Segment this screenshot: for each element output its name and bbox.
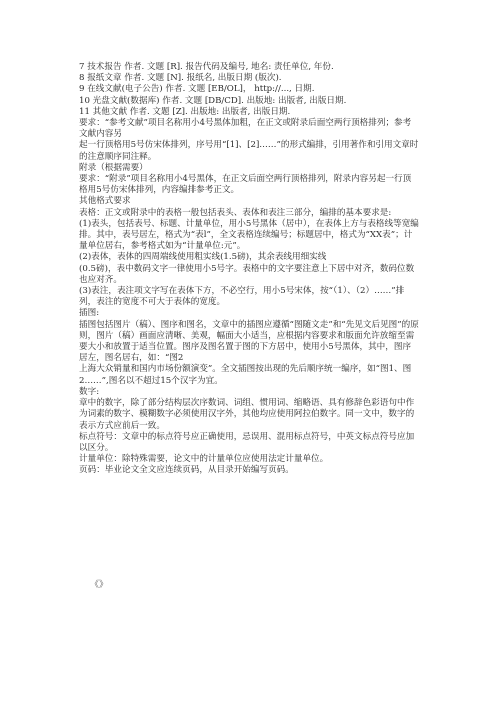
numbers-rule-text: 章中的数字，除了部分结构层次序数词、词组、惯用词、缩略语、具有修辞色彩语句中作为词素的数字、模糊数字必须使用汉字外，其他均应使用阿拉伯数字。同一文中，数字的表示方式应前后一致。 [79, 398, 415, 431]
references-requirement-text: 要求：“参考文献”项目名称用小4号黑体加粗，在正文或附录后面空两行顶格排列；参考文献内容另 [79, 118, 412, 140]
other-format-heading: 其他格式要求 [79, 196, 131, 207]
appendix-requirement-text: 要求：“附录”项目名称用小4号黑体，在正文后面空两行顶格排列，附录内容另起一行顶格用5号仿宋体排列，内容编排参考正文。 [79, 174, 412, 196]
reference-type-cd-database: 10 光盘文献(数据库) 作者. 文题 [DB/CD]. 出版地: 出版者, 出版日期. [79, 95, 347, 106]
table-header-rule: (1)表头，包括表号、标题、计量单位，用小5号黑体（居中），在表体上方与表格线等宽编排。其中，表号居左，格式为“表l”，全文表格连续编号；标题居中，格式为“XX表”；计量单位居右，参考格式如为“计量单位:元”。 [79, 218, 419, 252]
units-rule-text: 计量单位：除特殊需要，论文中的计量单位应使用法定计量单位。 [79, 454, 329, 465]
numbers-heading: 数字: [79, 386, 100, 397]
reference-type-technical-report: 7 技术报告 作者. 文题 [R]. 报告代码及编号, 地名: 责任单位, 年份. [79, 62, 334, 72]
table-body-rule: (2)表体，表体的四周端线使用粗实线(1.5磅)，其余表线用细实线 [79, 252, 327, 263]
references-requirement-text-continued: 起一行顶格用5号仿宋体排列，序号用“[1]、[2]……”的形式编排，引用著作和引用文章时的注意顺序同注释。 [79, 140, 419, 162]
reference-type-other: 11 其他文献 作者. 文题 [Z]. 出版地: 出版者, 出版日期. [79, 106, 291, 117]
footer-brackets: 《》 [90, 580, 109, 590]
punctuation-rule-text: 标点符号：文章中的标点符号应正确使用，忌误用、混用标点符号，中英文标点符号应加以区分。 [79, 431, 415, 453]
figure-rule-text: 插图包括图片（稿）、图序和图名，文章中的插图应遵循“图随文走”和“先见文后见图”的原则，图片（稿）画面应清晰、美观，幅面大小适当，应根据内容要求和版面允许放缩至需要大小和放置于适当位置。图序及图名置于图的下方居中，使用小5号黑体，其中，图序居左，图名居右，如：“图2 [79, 319, 419, 364]
page-number-rule-text: 页码：毕业论文全文应连续页码，从目录开始编写页码。 [79, 465, 294, 476]
appendix-heading: 附录（根据需要） [79, 162, 148, 173]
figure-rule-text-continued: 上海大众销量和国内市场份额演变”。全文插图按出现的先后顺序统一编序，如“图1、图2……”,图名以不超过15个汉字为宜。 [79, 364, 412, 386]
reference-type-online: 9 在线文献(电子公告) 作者. 文题 [EB/OL]， http://..., 日期. [79, 84, 315, 95]
figure-heading: 插图: [79, 308, 100, 319]
table-note-rule: (3)表注，表注项文字写在表体下方，不必空行，用小5号宋体，按“（1）、（2）……”排列，表注的宽度不可大于表体的宽度。 [79, 286, 405, 308]
table-intro-text: 表格：正文或附录中的表格一般包括表头、表体和表注三部分，编排的基本要求是: [79, 207, 392, 218]
reference-type-newspaper: 8 报纸文章 作者. 文题 [N]. 报纸名, 出版日期 (版次). [79, 73, 282, 84]
document-body [79, 62, 419, 477]
table-body-rule-continued: (0.5磅)，表中数码文字一律使用小5号字。表格中的文字要注意上下居中对齐，数码位数也应对齐。 [79, 263, 415, 285]
